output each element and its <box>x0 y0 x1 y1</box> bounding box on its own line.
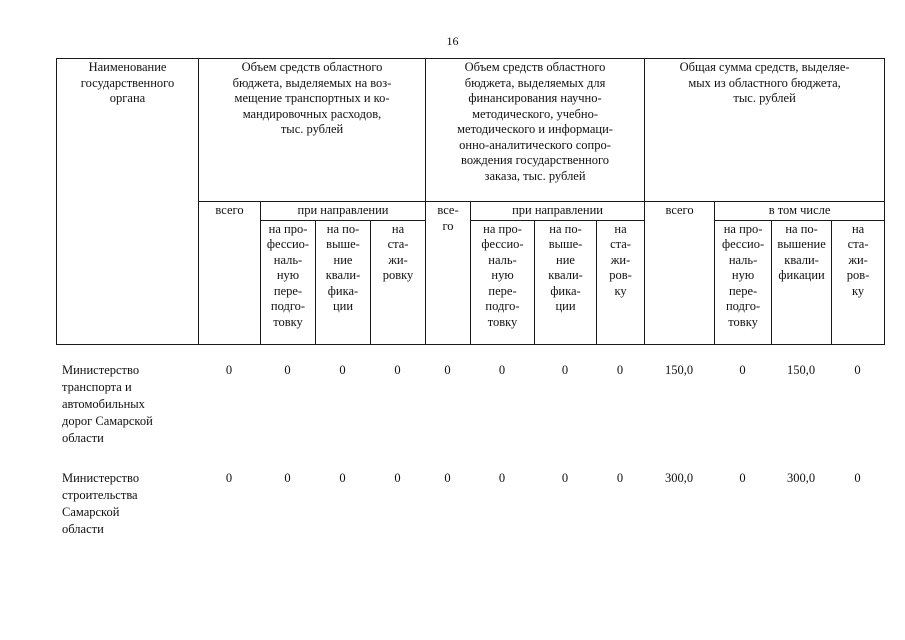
text-line: ние <box>333 252 353 267</box>
text-line: методического, учебно- <box>472 106 599 121</box>
text-line: ную <box>491 268 514 282</box>
text-line: го <box>442 218 454 233</box>
text-line: ста- <box>847 237 869 251</box>
text-line: ную <box>731 268 755 282</box>
text-line: товку <box>728 314 758 329</box>
text-line: наль- <box>728 252 758 267</box>
row-value: 0 <box>561 363 569 377</box>
text-line: на по- <box>549 221 582 236</box>
header-org-name <box>57 59 199 345</box>
row-value: 0 <box>561 471 569 485</box>
text-line: на про- <box>268 221 308 236</box>
text-line: Самарской <box>62 505 120 519</box>
text-line: ции <box>332 299 354 313</box>
text-line: на про- <box>483 221 522 236</box>
header-group-total-funds <box>645 59 885 202</box>
header-total-3: всего <box>645 202 715 345</box>
row-value: 0 <box>225 363 233 377</box>
text-line: товку <box>487 314 518 329</box>
row-value: 0 <box>444 363 451 377</box>
header-by-direction-2: при направлении <box>471 202 645 221</box>
text-line: квали- <box>784 252 819 267</box>
text-line: органа <box>109 91 146 105</box>
text-line: выше- <box>326 237 360 251</box>
text-line: онно-аналитического сопро- <box>459 137 611 152</box>
text-line: методического и информаци- <box>457 122 613 136</box>
header-advanced-training-1 <box>316 220 371 344</box>
text-line: ровку <box>382 268 414 282</box>
row-value: 150,0 <box>786 363 816 377</box>
text-line: на <box>614 221 627 236</box>
header-table <box>56 58 885 345</box>
text-line: жи- <box>388 252 408 267</box>
row-value: 0 <box>225 471 233 485</box>
text-line: пере- <box>488 283 517 298</box>
header-internship-1 <box>371 220 426 344</box>
row-org-name <box>56 362 198 447</box>
text-line: ров- <box>609 268 632 282</box>
text-line: ную <box>276 268 300 282</box>
text-line: квали- <box>548 268 583 282</box>
text-line: фикации <box>778 268 825 282</box>
text-line: строительства <box>62 488 138 502</box>
text-line: мандировочных расходов, <box>242 106 382 121</box>
text-line: фика- <box>327 283 359 298</box>
text-line: ров- <box>846 268 870 282</box>
text-line: жи- <box>610 252 631 267</box>
row-value: 0 <box>854 471 861 485</box>
row-value: 0 <box>339 471 346 485</box>
text-line: все- <box>437 203 459 217</box>
row-value: 0 <box>498 363 506 377</box>
row-value: 300,0 <box>664 471 694 485</box>
text-line: на по- <box>326 221 360 236</box>
text-line: товку <box>273 314 303 329</box>
text-line: вышение <box>777 237 826 251</box>
text-line: тыс. рублей <box>280 122 344 136</box>
header-retraining-3 <box>715 220 772 344</box>
text-line: фессио- <box>721 237 765 251</box>
text-line: пере- <box>728 283 758 298</box>
text-line: ку <box>614 283 627 298</box>
text-line: на про- <box>723 221 763 236</box>
text-line: пере- <box>273 283 303 298</box>
text-line: тыс. рублей <box>733 91 796 105</box>
text-line: вождения государственного <box>461 153 610 167</box>
row-value: 0 <box>739 363 746 377</box>
text-line: наль- <box>488 252 517 267</box>
row-value: 0 <box>739 471 746 485</box>
text-line: ции <box>555 299 576 313</box>
text-line: государственного <box>80 75 175 90</box>
header-group-travel-expenses <box>199 59 426 202</box>
row-value: 0 <box>284 471 291 485</box>
row-value: 0 <box>284 363 291 377</box>
text-line: квали- <box>325 268 361 282</box>
row-value: 0 <box>394 471 401 485</box>
text-line: выше- <box>548 237 583 251</box>
text-line: ста- <box>610 237 631 251</box>
text-line: автомобильных <box>62 397 145 411</box>
header-total-1: всего <box>199 202 261 345</box>
header-advanced-training-3 <box>772 220 832 344</box>
text-line: на <box>851 221 865 236</box>
text-line: бюджета, выделяемых для <box>464 75 606 90</box>
text-line: Министерство <box>62 471 140 485</box>
header-retraining-2 <box>471 220 535 344</box>
table-row <box>56 362 884 447</box>
text-line: мещение транспортных и ко- <box>234 91 390 105</box>
text-line: финансирования научно- <box>468 91 602 105</box>
text-line: Общая сумма средств, выделяе- <box>679 60 850 74</box>
row-value: 0 <box>339 363 346 377</box>
text-line: жи- <box>848 252 868 267</box>
text-line: подго- <box>270 299 306 313</box>
text-line: ку <box>852 283 865 298</box>
header-internship-3 <box>832 220 885 344</box>
text-line: наль- <box>273 252 303 267</box>
text-line: фика- <box>550 283 581 298</box>
text-line: области <box>62 522 104 536</box>
header-group-methodical-support <box>426 59 645 202</box>
header-retraining-1 <box>261 220 316 344</box>
text-line: на <box>391 221 405 236</box>
text-line: фессио- <box>481 237 524 251</box>
text-line: области <box>62 431 104 445</box>
text-line: Наименование <box>88 60 167 74</box>
row-org-name <box>56 470 198 538</box>
text-line: бюджета, выделяемых на воз- <box>232 75 392 90</box>
header-total-2 <box>426 202 471 345</box>
text-line: Объем средств областного <box>464 60 606 74</box>
text-line: мых из областного бюджета, <box>688 75 841 90</box>
header-including: в том числе <box>715 202 885 221</box>
row-value: 150,0 <box>664 363 694 377</box>
text-line: на по- <box>785 221 818 236</box>
header-by-direction-1: при направлении <box>261 202 426 221</box>
text-line: заказа, тыс. рублей <box>484 168 586 183</box>
header-internship-2 <box>597 220 645 344</box>
header-advanced-training-2 <box>535 220 597 344</box>
row-value: 0 <box>444 471 451 485</box>
page-number: 16 <box>446 34 459 48</box>
text-line: транспорта и <box>62 380 132 394</box>
text-line: ста- <box>387 237 409 251</box>
text-line: Министерство <box>62 363 140 377</box>
row-value: 0 <box>854 363 861 377</box>
text-line: подго- <box>485 299 520 313</box>
text-line: фессио- <box>266 237 310 251</box>
row-value: 300,0 <box>786 471 816 485</box>
text-line: дорог Самарской <box>62 414 153 428</box>
text-line: ние <box>556 252 575 267</box>
row-value: 0 <box>616 363 624 377</box>
row-value: 0 <box>394 363 401 377</box>
text-line: подго- <box>725 299 761 313</box>
table-row <box>56 470 884 538</box>
text-line: Объем средств областного <box>241 60 383 74</box>
row-value: 0 <box>498 471 506 485</box>
row-value: 0 <box>616 471 624 485</box>
